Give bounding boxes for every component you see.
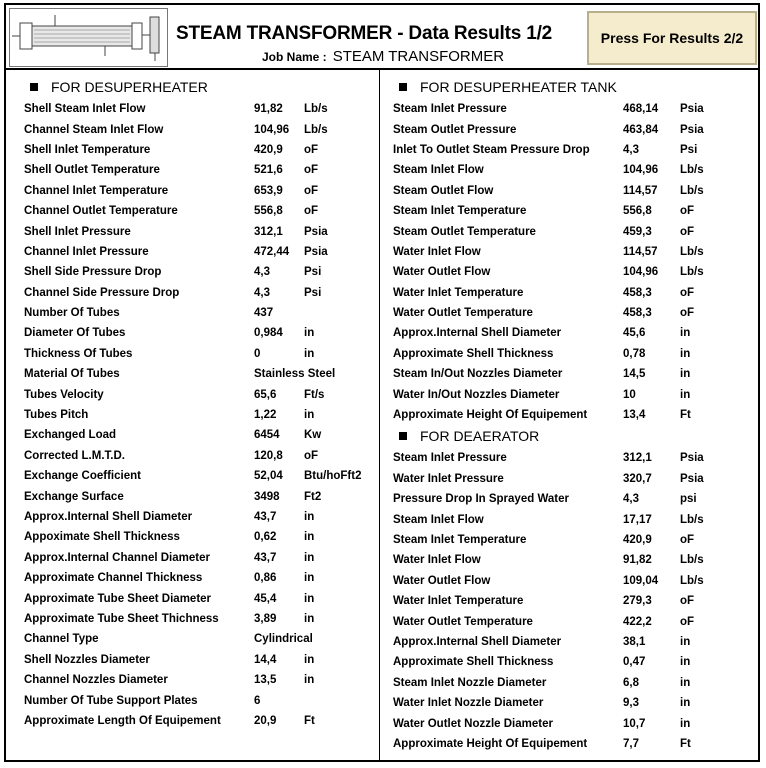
- row-label: Water Inlet Temperature: [393, 595, 524, 608]
- row-unit: in: [680, 656, 691, 669]
- row-unit: Ft/s: [304, 388, 325, 401]
- row-unit: Ft: [680, 737, 691, 750]
- row-unit: in: [304, 653, 315, 666]
- row-label: Corrected L.M.T.D.: [24, 449, 125, 462]
- row-unit: Psia: [680, 472, 704, 485]
- row-value: 4,3: [623, 143, 639, 156]
- row-label: Channel Outlet Temperature: [24, 205, 178, 218]
- row-value: 420,9: [254, 143, 283, 156]
- row-value: 653,9: [254, 184, 283, 197]
- row-unit: Psi: [304, 266, 322, 279]
- row-unit: Btu/hoFft2: [304, 470, 362, 483]
- row-label: Steam Inlet Nozzle Diameter: [393, 676, 547, 689]
- row-value: 4,3: [623, 493, 639, 506]
- row-label: Approximate Tube Sheet Diameter: [24, 592, 212, 605]
- data-row: [24, 262, 376, 282]
- row-value: 91,82: [623, 554, 652, 567]
- row-label: Steam Inlet Pressure: [393, 103, 507, 116]
- row-unit: in: [304, 572, 315, 585]
- row-unit: in: [304, 409, 315, 422]
- row-label: Steam Outlet Pressure: [393, 123, 517, 136]
- data-row: [393, 262, 755, 282]
- row-label: Water Outlet Temperature: [393, 615, 533, 628]
- row-value: 6,8: [623, 676, 639, 689]
- data-row: [393, 509, 755, 529]
- data-row: [24, 486, 376, 506]
- data-row: [24, 160, 376, 180]
- row-value: 114,57: [623, 184, 658, 197]
- row-unit: Lb/s: [680, 513, 704, 526]
- row-unit: Psia: [680, 452, 704, 465]
- row-label: Approximate Length Of Equipement: [24, 714, 221, 727]
- row-label: Water Outlet Nozzle Diameter: [393, 717, 553, 730]
- desuperheater-panel: [24, 77, 376, 731]
- row-unit: in: [304, 531, 315, 544]
- data-row: [24, 119, 376, 139]
- data-row: [393, 242, 755, 262]
- row-unit: oF: [680, 534, 695, 546]
- data-row: [24, 425, 376, 445]
- row-label: Shell Outlet Temperature: [24, 164, 160, 177]
- row-unit: Lb/s: [680, 266, 704, 279]
- row-value: 0,86: [254, 572, 277, 585]
- row-label: Thickness Of Tubes: [24, 347, 133, 360]
- row-value: 468,14: [623, 103, 659, 116]
- row-label: Approximate Shell Thickness: [393, 347, 554, 360]
- row-label: Channel Inlet Pressure: [24, 245, 149, 258]
- data-row: [24, 670, 376, 690]
- row-value: 14,5: [623, 368, 646, 381]
- row-label: Approximate Shell Thickness: [393, 656, 554, 669]
- row-label: Approximate Height Of Equipement: [393, 737, 588, 750]
- row-label: Shell Inlet Pressure: [24, 225, 131, 238]
- bullet-square-icon: [399, 83, 407, 91]
- row-label: Approximate Tube Sheet Thichness: [24, 612, 219, 625]
- tank-section-header: [393, 77, 755, 97]
- row-value: 114,57: [623, 245, 658, 258]
- row-unit: in: [304, 327, 315, 340]
- data-row: [24, 405, 376, 425]
- data-row: [24, 344, 376, 364]
- section-title: FOR DEAERATOR: [420, 428, 540, 445]
- row-label: Channel Nozzles Diameter: [24, 674, 168, 687]
- row-unit: oF: [680, 595, 695, 608]
- row-value: Cylindrical: [254, 633, 313, 646]
- data-row: [393, 550, 755, 570]
- row-label: Shell Nozzles Diameter: [24, 653, 150, 666]
- data-row: [24, 650, 376, 670]
- data-row: [24, 384, 376, 404]
- row-value: 0,984: [254, 327, 283, 340]
- data-row: [393, 734, 755, 754]
- data-row: [393, 693, 755, 713]
- row-unit: in: [680, 327, 691, 340]
- row-value: 13,4: [623, 409, 646, 422]
- row-value: 45,6: [623, 327, 646, 340]
- column-divider: [379, 70, 380, 762]
- row-value: 458,3: [623, 286, 652, 299]
- data-row: [393, 384, 755, 404]
- data-row: [24, 201, 376, 221]
- row-unit: in: [680, 635, 691, 648]
- row-value: 14,4: [254, 653, 277, 666]
- row-value: 43,7: [254, 511, 277, 523]
- row-unit: in: [304, 592, 315, 605]
- row-label: Number Of Tubes: [24, 307, 120, 320]
- row-value: 10: [623, 388, 636, 401]
- data-row: [393, 119, 755, 139]
- row-unit: Lb/s: [304, 103, 328, 116]
- deaerator-list: [393, 448, 755, 754]
- row-value: 279,3: [623, 595, 652, 608]
- row-unit: oF: [304, 205, 319, 218]
- job-name-value: STEAM TRANSFORMER: [332, 48, 505, 65]
- row-value: 0,78: [623, 347, 646, 360]
- data-row: [393, 405, 755, 425]
- row-unit: in: [680, 347, 691, 360]
- row-value: 312,1: [254, 225, 283, 238]
- row-value: 3498: [254, 490, 280, 503]
- row-label: Water Outlet Temperature: [393, 307, 533, 320]
- row-label: Approx.Internal Channel Diameter: [24, 551, 210, 564]
- row-unit: in: [304, 674, 315, 687]
- row-unit: oF: [304, 143, 319, 156]
- row-unit: Lb/s: [304, 123, 328, 136]
- data-row: [24, 548, 376, 568]
- row-value: 0: [254, 347, 261, 360]
- row-value: 9,3: [623, 697, 639, 710]
- row-label: Approximate Channel Thickness: [24, 572, 203, 585]
- row-label: Water Outlet Flow: [393, 574, 491, 587]
- tank-panel: [393, 77, 755, 754]
- data-row: [24, 364, 376, 384]
- data-row: [393, 283, 755, 303]
- row-value: 556,8: [254, 205, 283, 218]
- row-label: Tubes Velocity: [24, 388, 104, 401]
- row-unit: Lb/s: [680, 184, 704, 197]
- row-label: Exchange Coefficient: [24, 470, 141, 483]
- row-label: Shell Steam Inlet Flow: [24, 103, 146, 116]
- section-title: FOR DESUPERHEATER: [51, 79, 208, 95]
- row-value: 422,2: [623, 615, 652, 628]
- row-value: 312,1: [623, 452, 652, 465]
- row-value: 437: [254, 307, 274, 320]
- row-value: 10,7: [623, 717, 646, 730]
- row-value: 463,84: [623, 123, 659, 136]
- row-label: Water Outlet Flow: [393, 266, 491, 279]
- row-label: Steam Inlet Flow: [393, 513, 484, 526]
- row-label: Water Inlet Temperature: [393, 286, 524, 299]
- row-label: Pressure Drop In Sprayed Water: [393, 493, 569, 506]
- row-unit: oF: [304, 184, 319, 197]
- row-value: 20,9: [254, 714, 277, 727]
- row-value: 104,96: [623, 164, 659, 177]
- row-value: 65,6: [254, 388, 277, 401]
- row-label: Channel Side Pressure Drop: [24, 286, 180, 299]
- row-value: 521,6: [254, 164, 283, 177]
- row-value: 7,7: [623, 737, 639, 750]
- row-label: Water Inlet Nozzle Diameter: [393, 697, 544, 710]
- data-row: [393, 469, 755, 489]
- row-unit: oF: [304, 449, 319, 462]
- row-label: Approx.Internal Shell Diameter: [24, 511, 193, 523]
- row-unit: oF: [680, 615, 695, 628]
- data-row: [24, 629, 376, 649]
- row-unit: Psi: [304, 286, 322, 299]
- row-label: Channel Inlet Temperature: [24, 184, 169, 197]
- row-unit: Psia: [680, 123, 704, 136]
- data-row: [24, 303, 376, 323]
- data-row: [24, 711, 376, 731]
- row-unit: oF: [680, 307, 695, 320]
- row-label: Steam Inlet Temperature: [393, 534, 527, 546]
- row-label: Steam Outlet Flow: [393, 184, 494, 197]
- data-row: [393, 344, 755, 364]
- data-row: [24, 99, 376, 119]
- data-row: [393, 221, 755, 241]
- results-window: [4, 3, 760, 762]
- row-value: 4,3: [254, 266, 270, 279]
- data-row: [24, 323, 376, 343]
- row-value: 120,8: [254, 449, 283, 462]
- row-label: Inlet To Outlet Steam Pressure Drop: [393, 143, 590, 156]
- row-unit: oF: [680, 225, 695, 238]
- data-row: [24, 507, 376, 527]
- data-row: [393, 530, 755, 550]
- row-label: Steam In/Out Nozzles Diameter: [393, 368, 563, 381]
- section-title: FOR DESUPERHEATER TANK: [420, 79, 617, 95]
- row-unit: Psia: [304, 225, 328, 238]
- row-label: Shell Side Pressure Drop: [24, 266, 162, 279]
- data-row: [393, 448, 755, 468]
- job-name-label: Job Name :: [262, 50, 327, 64]
- row-value: 52,04: [254, 470, 283, 483]
- row-label: Material Of Tubes: [24, 368, 120, 381]
- row-label: Steam Inlet Pressure: [393, 452, 507, 465]
- row-unit: Ft: [680, 409, 691, 422]
- row-label: Water In/Out Nozzles Diameter: [393, 388, 560, 401]
- row-label: Appoximate Shell Thickness: [24, 531, 180, 544]
- heat-exchanger-icon: [10, 9, 165, 64]
- data-row: [393, 571, 755, 591]
- row-value: 91,82: [254, 103, 283, 116]
- data-row: [393, 591, 755, 611]
- row-unit: in: [304, 511, 315, 523]
- row-label: Water Inlet Flow: [393, 245, 481, 258]
- row-label: Steam Outlet Temperature: [393, 225, 536, 238]
- row-label: Approximate Height Of Equipement: [393, 409, 588, 422]
- row-value: 38,1: [623, 635, 646, 648]
- row-unit: oF: [304, 164, 319, 177]
- row-unit: in: [680, 697, 691, 710]
- row-label: Number Of Tube Support Plates: [24, 694, 198, 707]
- page-title: STEAM TRANSFORMER - Data Results 1/2: [176, 23, 553, 44]
- results-2-button[interactable]: Press For Results 2/2: [587, 11, 757, 65]
- row-unit: in: [680, 717, 691, 730]
- row-label: Steam Inlet Temperature: [393, 205, 527, 218]
- data-row: [393, 323, 755, 343]
- data-row: [24, 609, 376, 629]
- row-unit: in: [304, 612, 315, 625]
- data-row: [24, 221, 376, 241]
- row-label: Approx.Internal Shell Diameter: [393, 327, 562, 340]
- data-row: [393, 303, 755, 323]
- data-row: [393, 632, 755, 652]
- data-row: [24, 140, 376, 160]
- job-name-row: [262, 48, 504, 66]
- row-label: Water Inlet Pressure: [393, 472, 504, 485]
- row-unit: oF: [680, 286, 695, 299]
- row-unit: in: [680, 368, 691, 381]
- data-row: [393, 201, 755, 221]
- data-row: [393, 99, 755, 119]
- row-label: Tubes Pitch: [24, 409, 89, 422]
- tank-list: [393, 99, 755, 425]
- data-row: [393, 611, 755, 631]
- row-unit: in: [304, 551, 315, 564]
- bullet-square-icon: [399, 432, 407, 440]
- row-label: Exchange Surface: [24, 490, 124, 503]
- data-row: [24, 181, 376, 201]
- row-value: 13,5: [254, 674, 277, 687]
- row-label: Steam Inlet Flow: [393, 164, 484, 177]
- row-unit: Lb/s: [680, 245, 704, 258]
- data-row: [393, 489, 755, 509]
- data-row: [393, 181, 755, 201]
- deaerator-section-header: [393, 426, 755, 446]
- row-value: 104,96: [254, 123, 290, 136]
- data-row: [24, 466, 376, 486]
- data-row: [24, 527, 376, 547]
- data-row: [393, 364, 755, 384]
- row-value: 0,62: [254, 531, 277, 544]
- row-unit: Ft2: [304, 490, 322, 503]
- row-value: 45,4: [254, 592, 277, 605]
- row-label: Channel Steam Inlet Flow: [24, 123, 164, 136]
- row-value: Stainless Steel: [254, 368, 336, 381]
- row-value: 4,3: [254, 286, 270, 299]
- row-unit: Lb/s: [680, 164, 704, 177]
- data-row: [24, 568, 376, 588]
- row-value: 320,7: [623, 472, 652, 485]
- row-label: Channel Type: [24, 633, 99, 646]
- row-unit: Kw: [304, 429, 322, 442]
- data-row: [393, 652, 755, 672]
- row-unit: in: [304, 347, 315, 360]
- row-unit: Lb/s: [680, 574, 704, 587]
- row-value: 6: [254, 694, 261, 707]
- data-row: [393, 160, 755, 180]
- row-value: 459,3: [623, 225, 652, 238]
- data-row: [393, 713, 755, 733]
- desuperheater-section-header: [24, 77, 376, 97]
- row-value: 0,47: [623, 656, 646, 669]
- row-value: 472,44: [254, 245, 290, 258]
- bullet-square-icon: [30, 83, 38, 91]
- row-value: 104,96: [623, 266, 659, 279]
- row-unit: Psi: [680, 143, 698, 156]
- row-unit: in: [680, 388, 691, 401]
- header: [6, 5, 758, 70]
- data-row: [393, 140, 755, 160]
- row-label: Approx.Internal Shell Diameter: [393, 635, 562, 648]
- row-label: Shell Inlet Temperature: [24, 143, 151, 156]
- row-value: 43,7: [254, 551, 277, 564]
- row-label: Exchanged Load: [24, 429, 117, 442]
- data-row: [24, 283, 376, 303]
- row-value: 3,89: [254, 612, 277, 625]
- row-label: Water Inlet Flow: [393, 554, 481, 567]
- row-label: Diameter Of Tubes: [24, 327, 126, 340]
- row-value: 420,9: [623, 534, 652, 546]
- row-unit: Ft: [304, 714, 315, 727]
- row-unit: psi: [680, 493, 697, 506]
- data-row: [24, 242, 376, 262]
- data-row: [393, 673, 755, 693]
- row-unit: Psia: [304, 245, 328, 258]
- row-unit: oF: [680, 205, 695, 218]
- row-value: 17,17: [623, 513, 652, 526]
- row-value: 458,3: [623, 307, 652, 320]
- row-unit: Lb/s: [680, 554, 704, 567]
- data-row: [24, 690, 376, 710]
- row-value: 556,8: [623, 205, 652, 218]
- equipment-diagram-image: [9, 8, 168, 67]
- row-value: 109,04: [623, 574, 659, 587]
- data-row: [24, 588, 376, 608]
- row-unit: in: [680, 676, 691, 689]
- data-row: [24, 446, 376, 466]
- row-value: 1,22: [254, 409, 277, 422]
- desuperheater-list: [24, 99, 376, 731]
- row-unit: Psia: [680, 103, 704, 116]
- row-value: 6454: [254, 429, 280, 442]
